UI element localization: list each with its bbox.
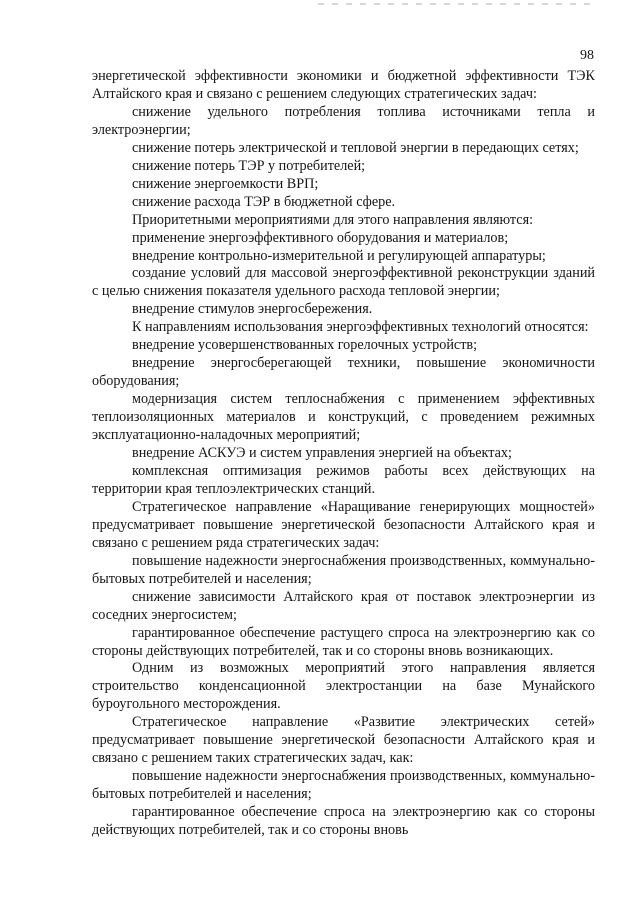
paragraph: Приоритетными мероприятиями для этого направления являются:	[132, 211, 534, 228]
paragraph: Стратегическое направление «Наращивание генерирующих мощностей» предусматривает повышение энергетической безопасности Алтайского края и связано с решением ряда стратегических задач:	[92, 498, 595, 551]
paragraph: внедрение энергосберегающей техники, повышение экономичности оборудования;	[92, 355, 595, 390]
paragraph: внедрение АСКУЭ и систем управления энергией на объектах;	[132, 445, 512, 462]
paragraph: повышение надежности энергоснабжения производственных, коммунально-бытовых потребителей и населения;	[92, 552, 595, 587]
paragraph: создание условий для массовой энергоэффективной реконструкции зданий с целью снижения показателя удельного расхода тепловой энергии;	[92, 265, 595, 300]
paragraph: снижение расхода ТЭР в бюджетной сфере.	[132, 193, 396, 210]
scan-artifact	[318, 3, 598, 5]
paragraph: модернизация систем теплоснабжения с применением эффективных теплоизоляционных материалов и конструкций, с проведением режимных эксплуатационно-наладочных мероприятий;	[92, 391, 595, 444]
paragraph: гарантированное обеспечение спроса на электроэнергию как со стороны действующих потребителей, так и со стороны вновь	[92, 804, 595, 839]
paragraph: внедрение усовершенствованных горелочных устройств;	[132, 337, 478, 354]
paragraph: снижение зависимости Алтайского края от поставок электроэнергии из соседних энергосистем;	[92, 588, 595, 623]
paragraph: комплексная оптимизация режимов работы всех действующих на территории края теплоэлектрических станций.	[92, 462, 595, 497]
paragraph: Одним из возможных мероприятий этого направления является строительство конденсационной электростанции на базе Мунайского буроугольного месторождения.	[92, 660, 595, 713]
paragraph: снижение потерь ТЭР у потребителей;	[132, 157, 366, 174]
paragraph: Стратегическое направление «Развитие электрических сетей» предусматривает повышение энергетической безопасности Алтайского края и связано с решением таких стратегических задач, как:	[92, 714, 595, 767]
paragraph: повышение надежности энергоснабжения производственных, коммунально-бытовых потребителей и населения;	[92, 768, 595, 803]
body-text	[92, 68, 595, 840]
page-number: 98	[580, 48, 594, 63]
paragraph: снижение удельного потребления топлива источниками тепла и электроэнергии;	[92, 103, 595, 138]
paragraph: К направлениям использования энергоэффективных технологий относятся:	[132, 319, 589, 336]
paragraph: гарантированное обеспечение растущего спроса на электроэнергию как со стороны действующих потребителей, так и со стороны вновь возникающих.	[92, 624, 595, 659]
paragraph: внедрение стимулов энергосбережения.	[132, 301, 373, 318]
paragraph: энергетической эффективности экономики и бюджетной эффективности ТЭК Алтайского края и связано с решением следующих стратегических задач:	[92, 68, 595, 102]
paragraph: внедрение контрольно-измерительной и регулирующей аппаратуры;	[132, 247, 546, 264]
paragraph: снижение энергоемкости ВРП;	[132, 175, 319, 192]
paragraph: применение энергоэффективного оборудования и материалов;	[132, 229, 509, 246]
paragraph: снижение потерь электрической и тепловой энергии в передающих сетях;	[132, 139, 579, 156]
